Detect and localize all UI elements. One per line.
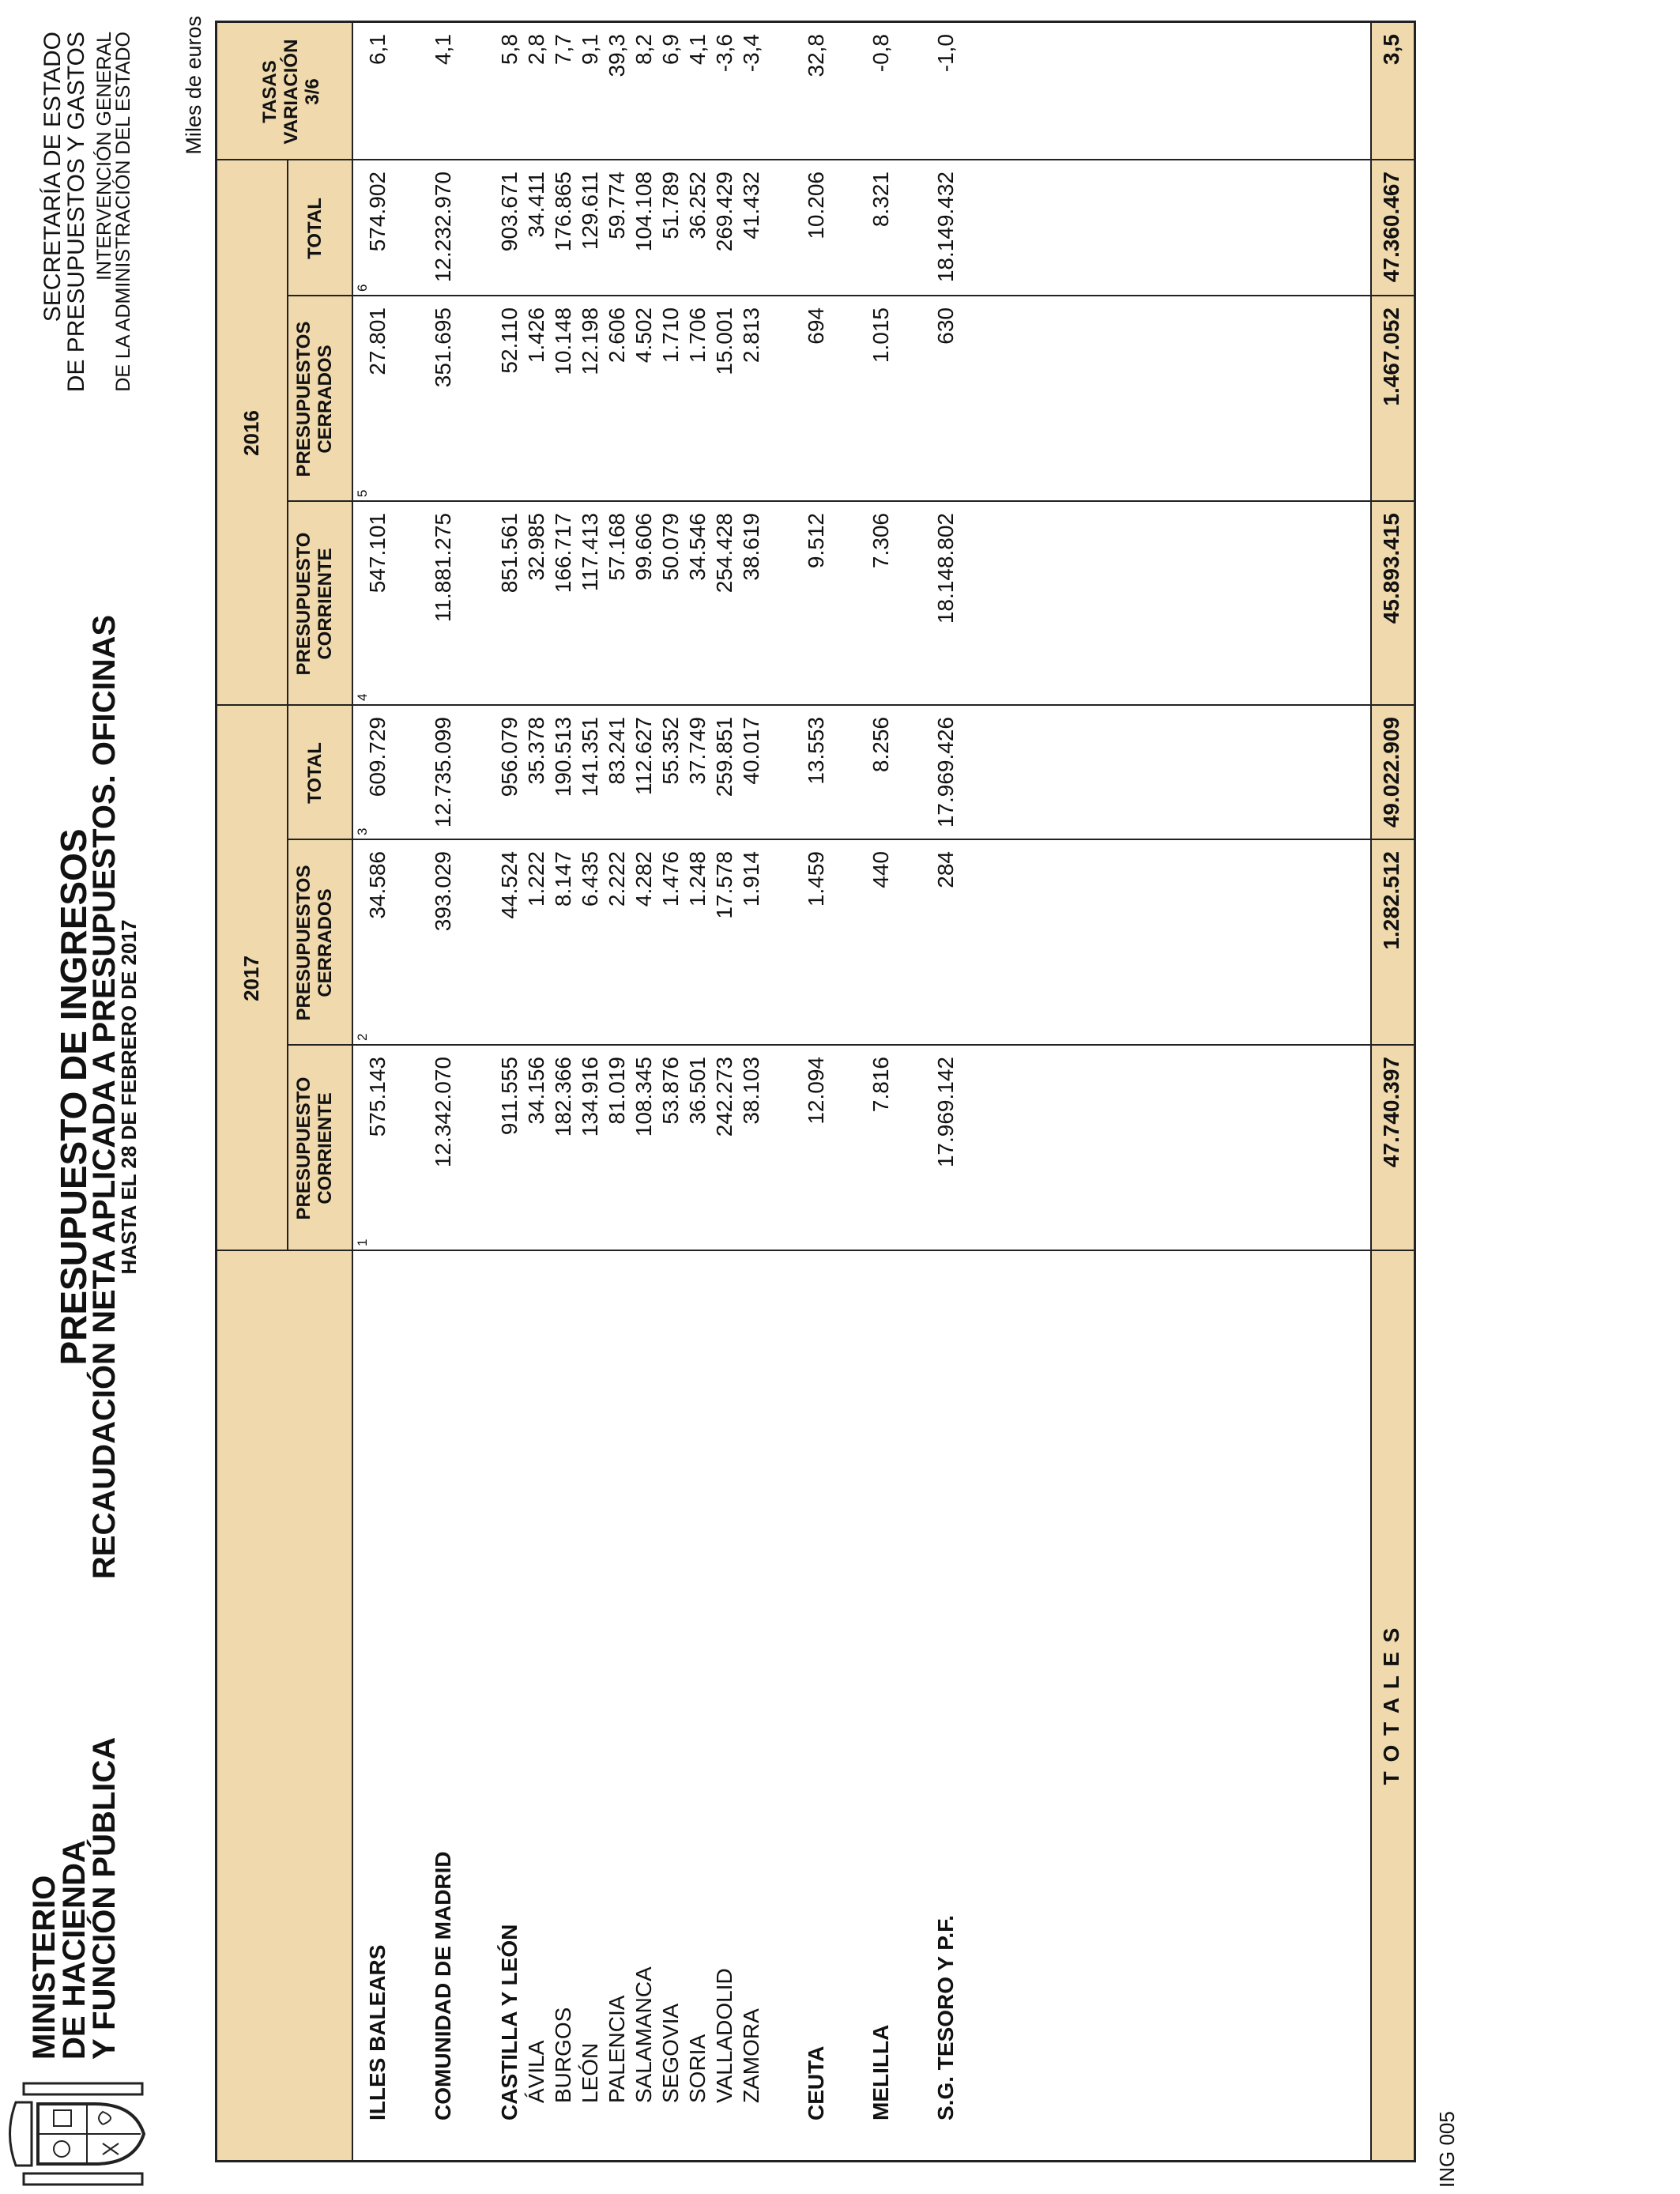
table-cell: 190.513 — [551, 717, 575, 797]
table-cell: 1.476 — [658, 851, 683, 907]
group-header-2016: 2016 — [239, 410, 263, 456]
column-header-6 — [304, 160, 326, 296]
units-label: Miles de euros — [182, 16, 205, 155]
table-cell: 12.342.070 — [431, 1057, 455, 1168]
table-cell: 32,8 — [804, 34, 828, 77]
row-label: SEGOVIA — [658, 2003, 683, 2103]
table-cell: 104.108 — [631, 172, 656, 252]
footer-code: ING 005 — [1435, 2111, 1459, 2188]
row-label: ÁVILA — [524, 2040, 548, 2103]
table-cell: 18.149.432 — [933, 172, 958, 283]
table-cell: 2.606 — [605, 307, 629, 364]
table-cell: 59.774 — [605, 172, 629, 239]
table-cell: 4.502 — [631, 307, 656, 364]
table-cell: -3,4 — [739, 34, 763, 73]
table-cell: 1.706 — [685, 307, 710, 364]
totals-cell: 49.022.909 — [1379, 717, 1403, 828]
table-cell: 99.606 — [631, 513, 656, 581]
totals-cell: 1.282.512 — [1379, 851, 1403, 950]
table-cell: 284 — [933, 851, 958, 888]
budget-table — [215, 21, 1416, 2162]
table-cell: 254.428 — [712, 513, 736, 594]
table-cell: 12.094 — [804, 1057, 828, 1125]
row-label: COMUNIDAD DE MADRID — [431, 1851, 455, 2120]
column-header-3 — [304, 706, 326, 840]
table-cell: 8.256 — [868, 717, 893, 773]
table-cell: 259.851 — [712, 717, 736, 797]
table-cell: 34.546 — [685, 513, 710, 581]
table-cell: 8.321 — [868, 172, 893, 228]
row-label: MELILLA — [868, 2024, 893, 2120]
totals-cell: 3,5 — [1379, 34, 1403, 65]
column-header-line: PRESUPUESTOS — [293, 865, 315, 1021]
column-header-4 — [293, 502, 336, 706]
table-cell: 547.101 — [365, 513, 390, 594]
table-cell: 393.029 — [431, 851, 455, 932]
table-cell: 38.103 — [739, 1057, 763, 1125]
row-label: SORIA — [685, 2034, 710, 2103]
column-number-5: 5 — [355, 489, 370, 497]
table-cell: 18.148.802 — [933, 513, 958, 624]
row-label: LEÓN — [578, 2042, 602, 2103]
table-cell: 12.198 — [578, 307, 602, 375]
table-cell: 4,1 — [431, 34, 455, 65]
secretariat-line-1: SECRETARÍA DE ESTADO — [40, 32, 66, 322]
table-cell: 35.378 — [524, 717, 548, 785]
table-cell: 1.426 — [524, 307, 548, 364]
table-cell: 440 — [868, 851, 893, 888]
table-cell: 903.671 — [497, 172, 522, 252]
report-period: HASTA EL 28 DE FEBRERO DE 2017 — [117, 919, 141, 1275]
column-header-line: PRESUPUESTO — [293, 532, 315, 676]
column-header-line: PRESUPUESTOS — [293, 321, 315, 477]
secretariat-line-2: DE PRESUPUESTOS Y GASTOS — [63, 32, 89, 393]
table-cell: 17.969.142 — [933, 1057, 958, 1168]
table-cell: -1,0 — [933, 34, 958, 73]
table-cell: 1.015 — [868, 307, 893, 364]
table-cell: 609.729 — [365, 717, 390, 797]
table-cell: 27.801 — [365, 307, 390, 375]
table-cell: 38.619 — [739, 513, 763, 581]
table-cell: 242.273 — [712, 1057, 736, 1137]
group-header-2017: 2017 — [239, 956, 263, 1001]
column-header-line: TOTAL — [303, 198, 326, 259]
table-cell: 36.252 — [685, 172, 710, 239]
table-cell: 81.019 — [605, 1057, 629, 1125]
table-cell: 7,7 — [551, 34, 575, 65]
table-cell: 7.306 — [868, 513, 893, 569]
table-cell: 117.413 — [578, 513, 602, 592]
column-header-line: CERRADOS — [315, 888, 336, 997]
row-label: CASTILLA Y LEÓN — [497, 1924, 522, 2120]
table-cell: 57.168 — [605, 513, 629, 581]
table-cell: 34.156 — [524, 1057, 548, 1125]
table-cell: 34.586 — [365, 851, 390, 919]
table-cell: 2.222 — [605, 851, 629, 907]
table-cell: 32.985 — [524, 513, 548, 581]
column-number-3: 3 — [355, 827, 370, 835]
table-cell: 851.561 — [497, 513, 522, 594]
table-cell: 1.459 — [804, 851, 828, 907]
table-cell: 36.501 — [685, 1057, 710, 1125]
table-cell: 51.789 — [658, 172, 683, 239]
column-number-1: 1 — [355, 1238, 370, 1246]
table-cell: 34.411 — [524, 172, 548, 238]
table-cell: 50.079 — [658, 513, 683, 581]
table-cell: 134.916 — [578, 1057, 602, 1137]
column-header-line: CORRIENTE — [315, 1092, 336, 1204]
row-label: ZAMORA — [739, 2008, 763, 2103]
column-header-line: VARIACIÓN — [280, 39, 302, 145]
column-header-line: TASAS — [258, 60, 281, 123]
row-label: ILLES BALEARS — [365, 1944, 390, 2120]
column-number-6: 6 — [355, 284, 370, 292]
table-cell: 44.524 — [497, 851, 522, 919]
table-cell: 956.079 — [497, 717, 522, 797]
table-cell: 269.429 — [712, 172, 736, 252]
table-cell: 8.147 — [551, 851, 575, 907]
table-cell: 2.813 — [739, 307, 763, 364]
table-cell: 1.710 — [658, 307, 683, 364]
table-cell: 52.110 — [497, 307, 522, 374]
table-cell: 351.695 — [431, 307, 455, 388]
column-header-5 — [293, 296, 336, 502]
column-header-2 — [293, 840, 336, 1046]
row-label: SALAMANCA — [631, 1966, 656, 2103]
table-cell: 4.282 — [631, 851, 656, 907]
table-cell: 40.017 — [739, 717, 763, 785]
table-cell: -0,8 — [868, 34, 893, 73]
table-cell: 11.881.275 — [431, 513, 455, 623]
table-cell: 182.366 — [551, 1057, 575, 1137]
ministry-line-3: Y FUNCIÓN PÚBLICA — [87, 1736, 122, 2060]
row-label: VALLADOLID — [712, 1968, 736, 2103]
table-cell: 41.432 — [739, 172, 763, 239]
table-cell: 1.248 — [685, 851, 710, 907]
row-label: CEUTA — [804, 2045, 828, 2120]
intervention-line-2: DE LA ADMINISTRACIÓN DEL ESTADO — [112, 32, 134, 392]
row-label: PALENCIA — [605, 1995, 629, 2103]
table-cell: 9,1 — [578, 34, 602, 65]
table-cell: 630 — [933, 307, 958, 345]
column-header-1 — [293, 1046, 336, 1251]
table-cell: 575.143 — [365, 1057, 390, 1137]
table-cell: 10.148 — [551, 307, 575, 375]
totals-label: T O T A L E S — [1379, 1626, 1403, 1785]
row-label: S.G. TESORO Y P.F. — [933, 1915, 958, 2120]
table-cell: 166.717 — [551, 513, 575, 594]
table-cell: 39,3 — [605, 34, 629, 77]
table-cell: 911.555 — [497, 1057, 522, 1136]
table-cell: 108.345 — [631, 1057, 656, 1137]
column-number-2: 2 — [355, 1033, 370, 1041]
table-cell: 112.627 — [631, 717, 656, 796]
table-cell: 15.001 — [712, 307, 736, 375]
table-cell: 141.351 — [578, 717, 602, 797]
table-cell: 12.232.970 — [431, 172, 455, 283]
totals-cell: 1.467.052 — [1379, 307, 1403, 406]
column-header-line: TOTAL — [303, 742, 326, 804]
report-title: PRESUPUESTO DE INGRESOS — [53, 828, 94, 1366]
table-cell: 10.206 — [804, 172, 828, 239]
table-cell: 17.969.426 — [933, 717, 958, 828]
table-cell: 17.578 — [712, 851, 736, 919]
table-cell: 55.352 — [658, 717, 683, 785]
table-cell: 1.914 — [739, 851, 763, 907]
report-subtitle: RECAUDACIÓN NETA APLICADA A PRESUPUESTOS. OFICINAS — [87, 614, 122, 1580]
table-cell: 694 — [804, 307, 828, 345]
column-number-4: 4 — [355, 693, 370, 701]
table-cell: -3,6 — [712, 34, 736, 73]
table-cell: 13.553 — [804, 717, 828, 785]
table-cell: 83.241 — [605, 717, 629, 785]
column-header-line: CERRADOS — [315, 345, 336, 454]
totals-cell: 47.360.467 — [1379, 172, 1403, 283]
table-cell: 6.435 — [578, 851, 602, 907]
table-cell: 6,9 — [658, 34, 683, 65]
ministry-line-2: DE HACIENDA — [57, 1840, 92, 2060]
row-label: BURGOS — [551, 2007, 575, 2103]
table-cell: 1.222 — [524, 851, 548, 907]
totals-cell: 47.740.397 — [1379, 1057, 1403, 1168]
table-cell: 12.735.099 — [431, 717, 455, 828]
table-cell: 2,8 — [524, 34, 548, 65]
table-cell: 574.902 — [365, 172, 390, 252]
column-header-line: 3/6 — [301, 78, 323, 105]
table-cell: 37.749 — [685, 717, 710, 785]
table-cell: 129.611 — [578, 172, 602, 251]
table-cell: 5,8 — [497, 34, 522, 65]
table-cell: 176.865 — [551, 172, 575, 252]
intervention-line-1: INTERVENCIÓN GENERAL — [93, 32, 115, 281]
table-cell: 4,1 — [685, 34, 710, 65]
column-header-line: CORRIENTE — [315, 548, 336, 660]
column-header-7 — [259, 23, 323, 160]
table-cell: 8,2 — [631, 34, 656, 65]
table-cell: 9.512 — [804, 513, 828, 569]
totals-cell: 45.893.415 — [1379, 513, 1403, 624]
ministry-line-1: MINISTERIO — [27, 1875, 62, 2060]
column-header-line: PRESUPUESTO — [293, 1076, 315, 1220]
table-cell: 6,1 — [365, 34, 390, 65]
table-cell: 7.816 — [868, 1057, 893, 1113]
table-cell: 53.876 — [658, 1057, 683, 1125]
